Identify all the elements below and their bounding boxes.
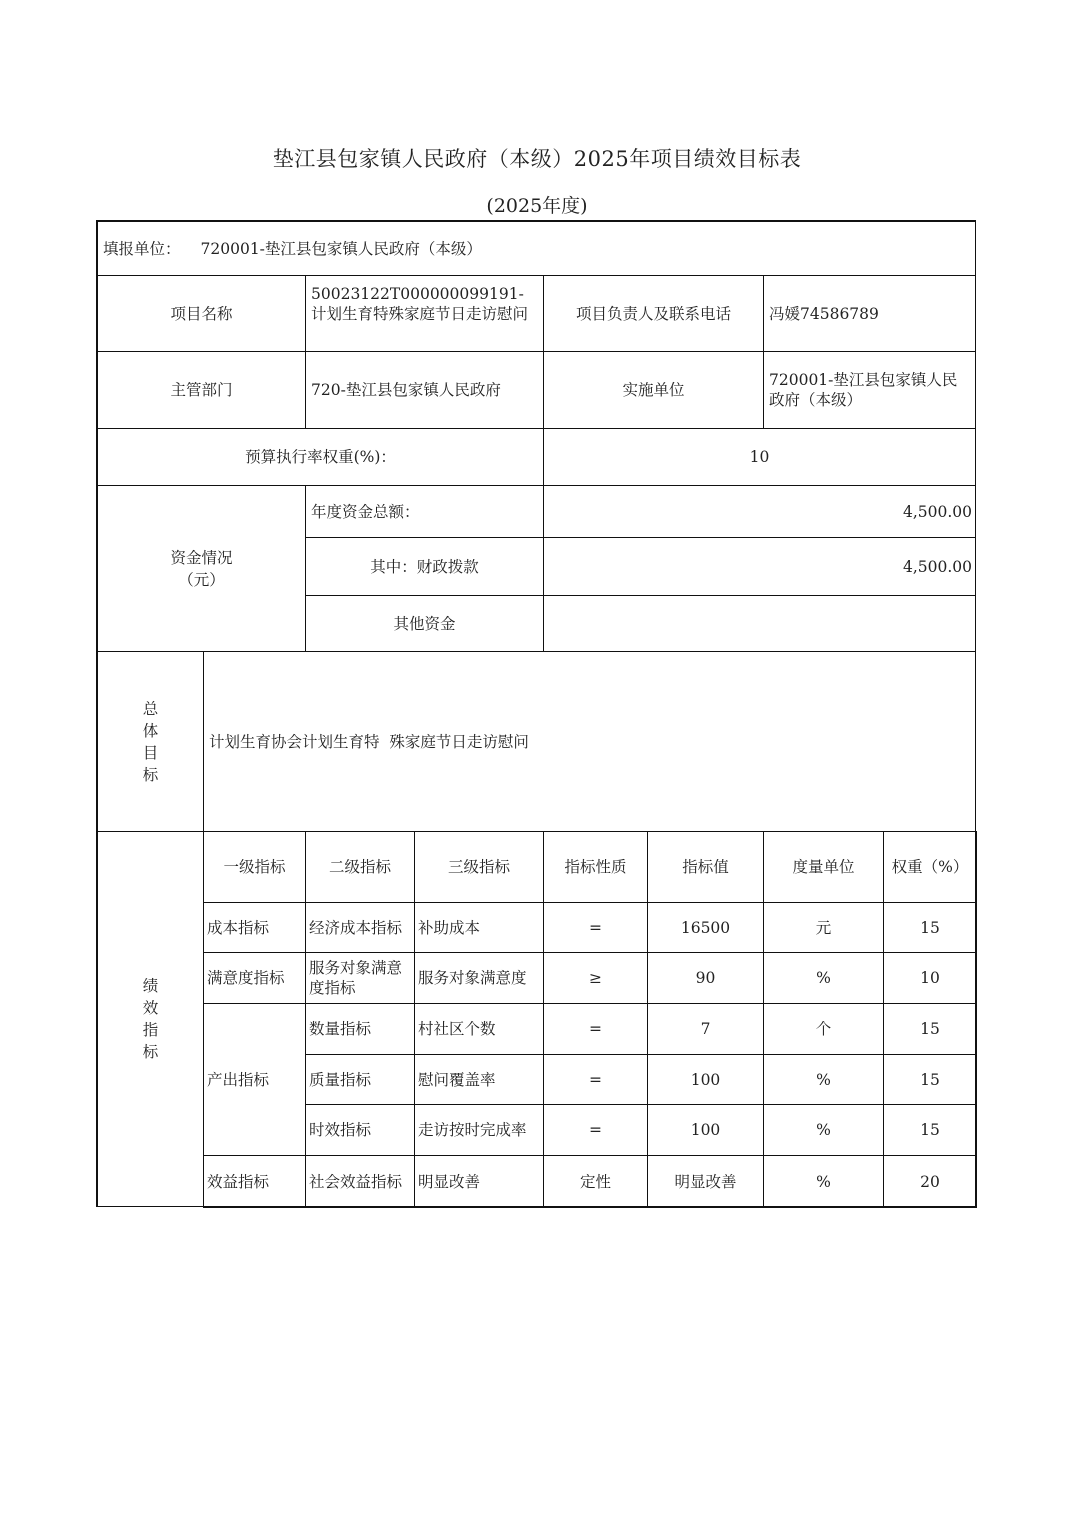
- indicators-char: 效: [142, 999, 159, 1017]
- page-title: 垫江县包家镇人民政府（本级）2025年项目绩效目标表: [272, 147, 802, 171]
- indicator-header: 一级指标: [203, 831, 306, 903]
- indicator-header: 度量单位: [763, 831, 884, 903]
- overall-goal-label: [97, 651, 204, 832]
- overall-goal-text: [203, 651, 976, 832]
- indicator-cell-level1: 效益指标: [203, 1155, 306, 1208]
- indicator-header: 指标值: [647, 831, 764, 903]
- overall-goal-char: 总: [142, 699, 159, 718]
- impl-unit-text: 720001-垫江县包家镇人民政府（本级）: [769, 371, 958, 409]
- reporting-unit-value: 720001-垫江县包家镇人民政府（本级）: [200, 239, 482, 258]
- indicator-cell-value: 100: [647, 1104, 764, 1156]
- indicator-cell-level2: 时效指标: [305, 1104, 415, 1156]
- indicator-cell-unit: %: [763, 1054, 884, 1105]
- dept-value: 720-垫江县包家镇人民政府: [305, 351, 544, 429]
- page-subtitle: (2025年度): [486, 195, 588, 217]
- impl-unit-label: 实施单位: [543, 351, 764, 429]
- indicator-cell-unit: %: [763, 952, 884, 1004]
- indicator-cell-nature: =: [543, 902, 648, 953]
- reporting-unit-row: [97, 221, 976, 276]
- dept-label: 主管部门: [97, 351, 306, 429]
- project-contact-label: 项目负责人及联系电话: [543, 275, 764, 352]
- indicator-cell-value: 7: [647, 1003, 764, 1055]
- indicator-cell-level3: 服务对象满意度: [414, 952, 544, 1004]
- indicator-cell-unit: 元: [763, 902, 884, 953]
- indicator-header: 权重（%）: [883, 831, 977, 903]
- indicator-cell-unit: 个: [763, 1003, 884, 1055]
- funds-label-line1: 资金情况: [170, 548, 233, 567]
- indicator-cell-nature: ≥: [543, 952, 648, 1004]
- indicator-cell-level3: 走访按时完成率: [414, 1104, 544, 1156]
- indicator-cell-nature: =: [543, 1003, 648, 1055]
- indicator-cell-level2: 数量指标: [305, 1003, 415, 1055]
- funds-fiscal-value: 4,500.00: [543, 537, 976, 596]
- indicator-cell-level2: 服务对象满意度指标: [305, 952, 415, 1004]
- indicator-cell-value: 明显改善: [647, 1155, 764, 1208]
- indicator-cell-weight: 15: [883, 1003, 977, 1055]
- indicator-cell-level3: 明显改善: [414, 1155, 544, 1208]
- indicator-cell-value: 90: [647, 952, 764, 1004]
- project-contact-value: 冯媛74586789: [763, 275, 976, 352]
- indicator-cell-weight: 20: [883, 1155, 977, 1208]
- indicator-cell-level2: 社会效益指标: [305, 1155, 415, 1208]
- overall-goal-char: 目: [142, 743, 159, 762]
- indicator-cell-level1: 成本指标: [203, 902, 306, 953]
- indicator-header: 三级指标: [414, 831, 544, 903]
- indicator-cell-nature: =: [543, 1104, 648, 1156]
- overall-goal-char: 体: [142, 721, 159, 740]
- funds-other-label: 其他资金: [305, 595, 544, 652]
- indicator-cell-weight: 10: [883, 952, 977, 1004]
- indicator-header: 二级指标: [305, 831, 415, 903]
- funds-label: [97, 485, 306, 652]
- funds-total-value: 4,500.00: [543, 485, 976, 538]
- funds-other-value: [543, 595, 976, 652]
- overall-goal-content: 计划生育协会计划生育特 殊家庭节日走访慰问: [209, 732, 529, 751]
- reporting-unit-label: 填报单位：: [103, 239, 181, 258]
- funds-fiscal-label: 其中：财政拨款: [305, 537, 544, 596]
- indicators-char: 绩: [142, 977, 159, 995]
- indicator-cell-level1: 满意度指标: [203, 952, 306, 1004]
- indicator-cell-weight: 15: [883, 1104, 977, 1156]
- indicator-cell-value: 100: [647, 1054, 764, 1105]
- budget-weight-value: 10: [543, 428, 976, 486]
- indicator-cell-value: 16500: [647, 902, 764, 953]
- indicator-header: 指标性质: [543, 831, 648, 903]
- indicator-cell-unit: %: [763, 1155, 884, 1208]
- indicator-cell-nature: 定性: [543, 1155, 648, 1208]
- indicator-cell-unit: %: [763, 1104, 884, 1156]
- project-name-text: 50023122T000000099191-计划生育特殊家庭节日走访慰问: [311, 285, 529, 323]
- indicator-cell-level3: 补助成本: [414, 902, 544, 953]
- indicators-label: [97, 831, 204, 1207]
- budget-weight-label: 预算执行率权重(%)：: [97, 428, 544, 486]
- project-name-label: 项目名称: [97, 275, 306, 352]
- project-name-value: [305, 275, 544, 352]
- indicator-cell-level2: 经济成本指标: [305, 902, 415, 953]
- overall-goal-char: 标: [142, 765, 159, 784]
- indicator-cell-level1: 产出指标: [203, 1003, 306, 1156]
- indicator-cell-weight: 15: [883, 1054, 977, 1105]
- indicator-cell-level3: 慰问覆盖率: [414, 1054, 544, 1105]
- impl-unit-value: [763, 351, 976, 429]
- indicators-char: 指: [142, 1021, 159, 1039]
- funds-label-line2: （元）: [178, 570, 225, 589]
- indicator-cell-level3: 村社区个数: [414, 1003, 544, 1055]
- funds-total-label: 年度资金总额：: [305, 485, 544, 538]
- indicator-cell-nature: =: [543, 1054, 648, 1105]
- indicator-cell-weight: 15: [883, 902, 977, 953]
- indicator-cell-level2: 质量指标: [305, 1054, 415, 1105]
- indicators-char: 标: [142, 1043, 159, 1061]
